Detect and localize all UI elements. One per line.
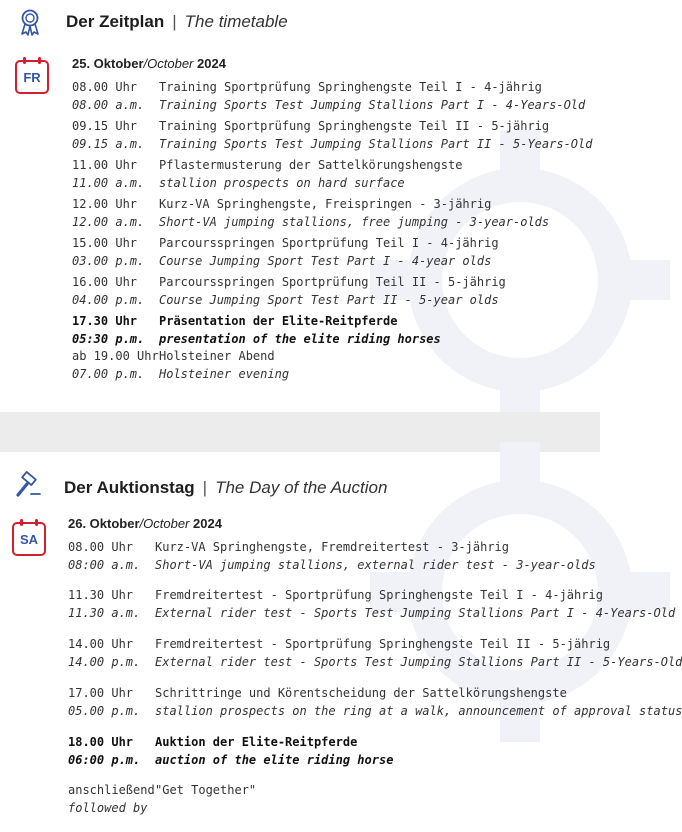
auction-date: 26. Oktober/October 2024 xyxy=(68,516,222,531)
entry-time-de: 17.00 Uhr xyxy=(68,686,134,700)
entry-time-de: 09.15 Uhr xyxy=(72,119,138,133)
entry-desc-de: Holsteiner Abend xyxy=(159,349,275,363)
entry-time-de: 12.00 Uhr xyxy=(72,197,138,211)
entry-time-en: 03.00 p.m. xyxy=(72,254,145,268)
day-badge-friday xyxy=(15,60,49,94)
entry-desc-de: Training Sportprüfung Springhengste Teil I - 4-jährig xyxy=(159,80,542,94)
day-badge-label: FR xyxy=(23,70,41,85)
entry-time-en: 11.00 a.m. xyxy=(72,176,145,190)
entry-desc-de: Auktion der Elite-Reitpferde xyxy=(155,735,358,749)
entry-time-de: ab 19.00 Uhr xyxy=(72,349,159,363)
entry-desc-de: Kurz-VA Springhengste, Freispringen - 3-jährig xyxy=(159,197,492,211)
entry-time-en: 04.00 p.m. xyxy=(72,293,145,307)
auction-card xyxy=(0,452,682,832)
entry-desc-en: Short-VA jumping stallions, free jumping - 3-year-olds xyxy=(159,215,550,229)
entry-time-de: anschließend xyxy=(68,783,155,797)
auction-title-separator: | xyxy=(202,478,208,497)
timetable-date: 25. Oktober/October 2024 xyxy=(72,56,226,71)
entry-time-en: 07.00 p.m. xyxy=(72,367,145,381)
timetable-title-en: The timetable xyxy=(184,12,288,31)
day-badge-saturday xyxy=(12,522,46,556)
entry-time-en: 05.00 p.m. xyxy=(68,704,141,718)
entry-desc-de: Parcoursspringen Sportprüfung Teil II - 5-jährig xyxy=(159,275,506,289)
entry-desc-en: auction of the elite riding horse xyxy=(155,753,394,767)
entry-time-de: 16.00 Uhr xyxy=(72,275,138,289)
entry-time-en: 12.00 a.m. xyxy=(72,215,145,229)
entry-desc-de: Training Sportprüfung Springhengste Teil II - 5-jährig xyxy=(159,119,550,133)
entry-time-de: 18.00 Uhr xyxy=(68,735,134,749)
entry-time-en: 09.15 a.m. xyxy=(72,137,145,151)
entry-time-en: 08.00 a.m. xyxy=(72,98,145,112)
entry-desc-de: Parcoursspringen Sportprüfung Teil I - 4-jährig xyxy=(159,236,499,250)
entry-desc-en: External rider test - Sports Test Jumping Stallions Part II - 5-Years-Old xyxy=(155,655,682,669)
entry-time-de: 17.30 Uhr xyxy=(72,314,138,328)
entry-desc-de: Fremdreitertest - Sportprüfung Springhengste Teil I - 4-jährig xyxy=(155,588,603,602)
entry-desc-de: Fremdreitertest - Sportprüfung Springhengste Teil II - 5-jährig xyxy=(155,637,611,651)
entry-time-en: 06:00 p.m. xyxy=(68,753,141,767)
entry-desc-en: Course Jumping Sport Test Part I - 4-year olds xyxy=(159,254,492,268)
entry-desc-en: External rider test - Sports Test Jumping Stallions Part I - 4-Years-Old xyxy=(155,606,676,620)
entry-time-de: 14.00 Uhr xyxy=(68,637,134,651)
entry-desc-en: Short-VA jumping stallions, external rider test - 3-year-olds xyxy=(155,558,596,572)
entry-time-de: 15.00 Uhr xyxy=(72,236,138,250)
timetable-title-separator: | xyxy=(172,12,177,31)
timetable-card xyxy=(0,0,600,412)
auction-title-en: The Day of the Auction xyxy=(215,478,388,497)
entry-desc-de: Pflastermusterung der Sattelkörungshengste xyxy=(159,158,463,172)
entry-desc-en: presentation of the elite riding horses xyxy=(159,332,441,346)
entry-desc-de: Schrittringe und Körentscheidung der Sattelkörungshengste xyxy=(155,686,567,700)
entry-time-de: 08.00 Uhr xyxy=(72,80,138,94)
entry-time-en: 14.00 p.m. xyxy=(68,655,141,669)
entry-desc-en: Holsteiner evening xyxy=(159,367,290,381)
entry-time-en: 05:30 p.m. xyxy=(72,332,145,346)
entry-desc-en: stallion prospects on the ring at a walk, announcement of approval status xyxy=(155,704,682,718)
entry-time-de: 11.00 Uhr xyxy=(72,158,138,172)
entry-time-en: 11.30 a.m. xyxy=(68,606,141,620)
auction-title-de: Der Auktionstag xyxy=(64,478,195,497)
entry-desc-de: Präsentation der Elite-Reitpferde xyxy=(159,314,398,328)
entry-desc-en: Training Sports Test Jumping Stallions Part II - 5-Years-Old xyxy=(159,137,593,151)
timetable-title-de: Der Zeitplan xyxy=(66,12,165,31)
entry-time-de: 11.30 Uhr xyxy=(68,588,134,602)
entry-time-en: 08:00 a.m. xyxy=(68,558,141,572)
rosette-icon xyxy=(16,8,44,36)
timetable-heading xyxy=(66,12,288,32)
entry-desc-de: "Get Together" xyxy=(155,783,257,797)
entry-time-de: 08.00 Uhr xyxy=(68,540,134,554)
entry-desc-en: Training Sports Test Jumping Stallions Part I - 4-Years-Old xyxy=(159,98,586,112)
gavel-icon xyxy=(14,472,42,500)
auction-heading xyxy=(64,478,387,498)
entry-desc-en: stallion prospects on hard surface xyxy=(159,176,405,190)
entry-time-en: followed by xyxy=(68,801,148,815)
entry-desc-en: Course Jumping Sport Test Part II - 5-year olds xyxy=(159,293,499,307)
entry-desc-de: Kurz-VA Springhengste, Fremdreitertest - 3-jährig xyxy=(155,540,510,554)
day-badge-label: SA xyxy=(19,532,39,547)
